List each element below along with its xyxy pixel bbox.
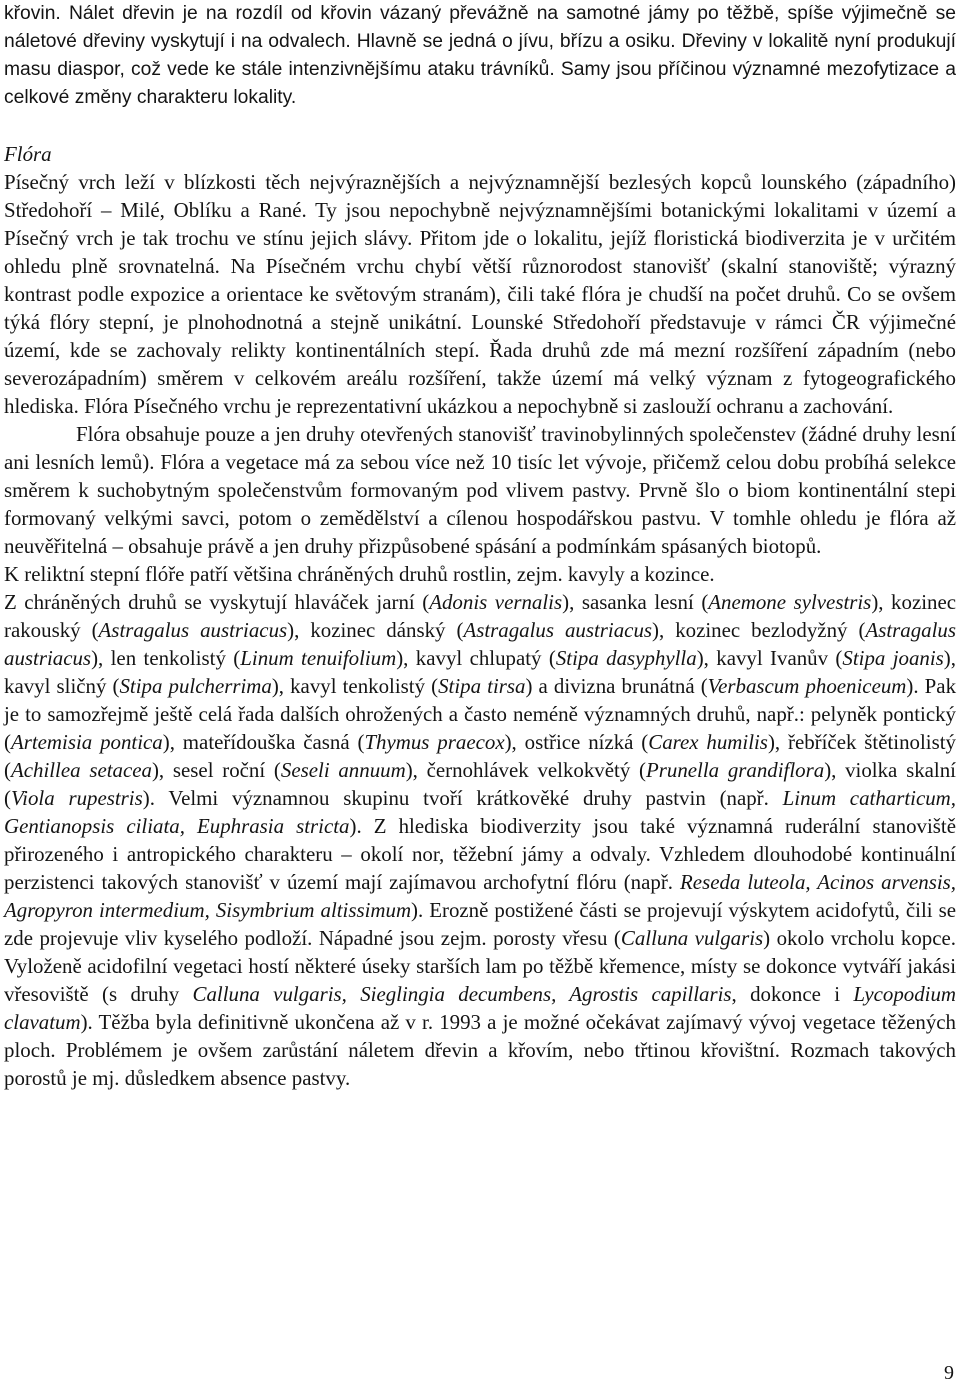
body-paragraph-sans: křovin. Nálet dřevin je na rozdíl od křovin vázaný převážně na samotné jámy po těžbě, spíše výjimečně se náletové dřeviny vyskytují i na odvalech. Hlavně se jedná o jívu, břízu a osiku. Dřeviny v lokalitě nyní produkují masu diaspor, což vede ke stále intenzivnějšímu ataku trávníků. Samy jsou příčinou významné mezofytizace a celkové změny charakteru lokality. [4, 3, 956, 108]
species-name: Reseda luteola, Acinos arvensis, Agropyron intermedium, Sisymbrium altissimum [4, 870, 956, 922]
body-paragraph-3: K reliktní stepní flóře patří většina chráněných druhů rostlin, zejm. kavyly a kozince. [4, 562, 715, 586]
text-run: ), kavyl sličný ( [4, 646, 956, 698]
text-run: ), len tenkolistý ( [91, 646, 241, 670]
text-run: ). Erozně postižené části se projevují výskytem acidofytů, čili se zde projevuje vliv kyselého podloží. Nápadné jsou zejm. porosty vřesu ( [4, 898, 956, 950]
text-run: ) okolo vrcholu kopce. Vyloženě acidofilní vegetaci hostí některé úseky starších lam po těžbě křemence, místy se dokonce vytváří jakási vřesoviště (s druhy [4, 926, 956, 1006]
text-run: ), mateřídouška časná ( [162, 730, 365, 754]
section-heading: Flóra [4, 142, 52, 166]
species-name: Anemone sylvestris [708, 590, 872, 614]
text-run: ), řebříček štětinolistý ( [4, 730, 956, 782]
species-name: Stipa tirsa [438, 674, 526, 698]
body-paragraph-1: Písečný vrch leží v blízkosti těch nejvýraznějších a nejvýznamnější bezlesých kopců lounského (západního) Středohoří – Milé, Oblíku a Rané. Ty jsou nepochybně nejvýznamnějšími botanickými lokalitami v území a Písečný vrch je tak trochu ve stínu jejich slávy. Přitom jde o lokalitu, jejíž floristická biodiverzita je v určitém ohledu plně srovnatelná. Na Písečném vrchu chybí větší různorodost stanovišť (skalní stanoviště; výrazný kontrast podle expozice a orientace ke světovým stranám), čili také flóra je chudší na počet druhů. Co se ovšem týká flóry stepní, je plnohodnotná a stejně unikátní. Lounské Středohoří představuje v rámci ČR výjimečné území, kde se zachovaly relikty kontinentálních stepí. Řada druhů zde má mezní rozšíření západním (nebo severozápadním) směrem v celkovém areálu rozšíření, takže území má velký význam z fytogeografického hlediska. Flóra Písečného vrchu je reprezentativní ukázkou a nepochybně si zaslouží ochranu a zachování. [4, 170, 956, 418]
text-run: ), violka skalní ( [4, 758, 956, 810]
text-run: ) a divizna brunátná ( [525, 674, 708, 698]
text-run: ), sesel roční ( [151, 758, 281, 782]
species-name: Astragalus austriacus [4, 618, 956, 670]
text-run: ). Velmi významnou skupinu tvoří krátkověké druhy pastvin (např. [142, 786, 783, 810]
text-run: ), kozinec bezlodyžný ( [652, 618, 866, 642]
text-run: ). Z hlediska biodiverzity jsou také významná ruderální stanoviště přirozeného i antropického charakteru – okolí nor, těžební jámy a odvaly. Vzhledem dlouhodobé kontinuální perzistenci takových stanovišť v území mají zajímavou archofytní flóru (např. [4, 814, 956, 894]
species-name: Calluna vulgaris, Sieglingia decumbens, Agrostis capillaris [192, 982, 732, 1006]
species-name: Verbascum phoeniceum [707, 674, 907, 698]
species-name: Adonis vernalis [429, 590, 563, 614]
species-name: Achillea setacea [10, 758, 152, 782]
text-run: ), sasanka lesní ( [562, 590, 709, 614]
species-name: Linum catharticum, Gentianopsis ciliata, Euphrasia stricta [4, 786, 956, 838]
text-run: ), kozinec rakouský ( [4, 590, 957, 642]
species-name: Stipa pulcherrima [119, 674, 272, 698]
text-run: ). Pak je to samozřejmě ještě celá řada dalších ohrožených a často neméně významných druhů, např.: pelyněk pontický ( [4, 674, 957, 754]
species-name: Stipa joanis [842, 646, 944, 670]
species-name: Astragalus austriacus [98, 618, 288, 642]
species-name: Calluna vulgaris [620, 926, 764, 950]
species-name: Thymus praecox [364, 730, 505, 754]
text-run: ). Těžba byla definitivně ukončena až v r. 1993 a je možné očekávat zajímavý vývoj vegetace těžených ploch. Problémem je ovšem zarůstání náletem dřevin a křovím, nebo třtinou křovištní. Rozmach takových porostů je mj. důsledkem absence pastvy. [4, 1010, 956, 1090]
text-run: ), černohlávek velkokvětý ( [405, 758, 646, 782]
species-name: Lycopodium clavatum [4, 982, 957, 1034]
species-name: Artemisia pontica [10, 730, 163, 754]
species-name: Linum tenuifolium [240, 646, 397, 670]
species-name: Stipa dasyphylla [555, 646, 697, 670]
text-run: ), ostřice nízká ( [504, 730, 649, 754]
text-run: ), kavyl tenkolistý ( [271, 674, 439, 698]
page-number: 9 [944, 1362, 954, 1384]
text-run: , dokonce i [731, 982, 854, 1006]
species-name: Astragalus austriacus [463, 618, 653, 642]
species-name: Viola rupestris [10, 786, 143, 810]
species-name: Carex humilis [648, 730, 768, 754]
species-name: Seseli annuum [280, 758, 406, 782]
text-run: Z chráněných druhů se vyskytují hlaváček jarní ( [4, 590, 430, 614]
flora-section [4, 140, 956, 1092]
text-run: ), kavyl chlupatý ( [396, 646, 556, 670]
body-paragraph-4 [4, 588, 956, 1092]
text-run: ), kavyl Ivanův ( [696, 646, 843, 670]
species-name: Prunella grandiflora [645, 758, 825, 782]
body-paragraph-2: Flóra obsahuje pouze a jen druhy otevřených stanovišť travinobylinných společenstev (žádné druhy lesní ani lesních lemů). Flóra a vegetace má za sebou více než 10 tisíc let vývoje, přičemž celou dobu probíhá selekce směrem k suchobytným společenstvům formovaným pod vlivem pastvy. Prvně šlo o biom kontinentální stepi formovaný velkými savci, potom o zemědělství a cílenou hospodářskou pastvu. V tomhle ohledu je flóra až neuvěřitelná – obsahuje právě a jen druhy přizpůsobené spásání a podmínkám spásaných biotopů. [4, 422, 956, 558]
text-run: ), kozinec dánský ( [287, 618, 464, 642]
